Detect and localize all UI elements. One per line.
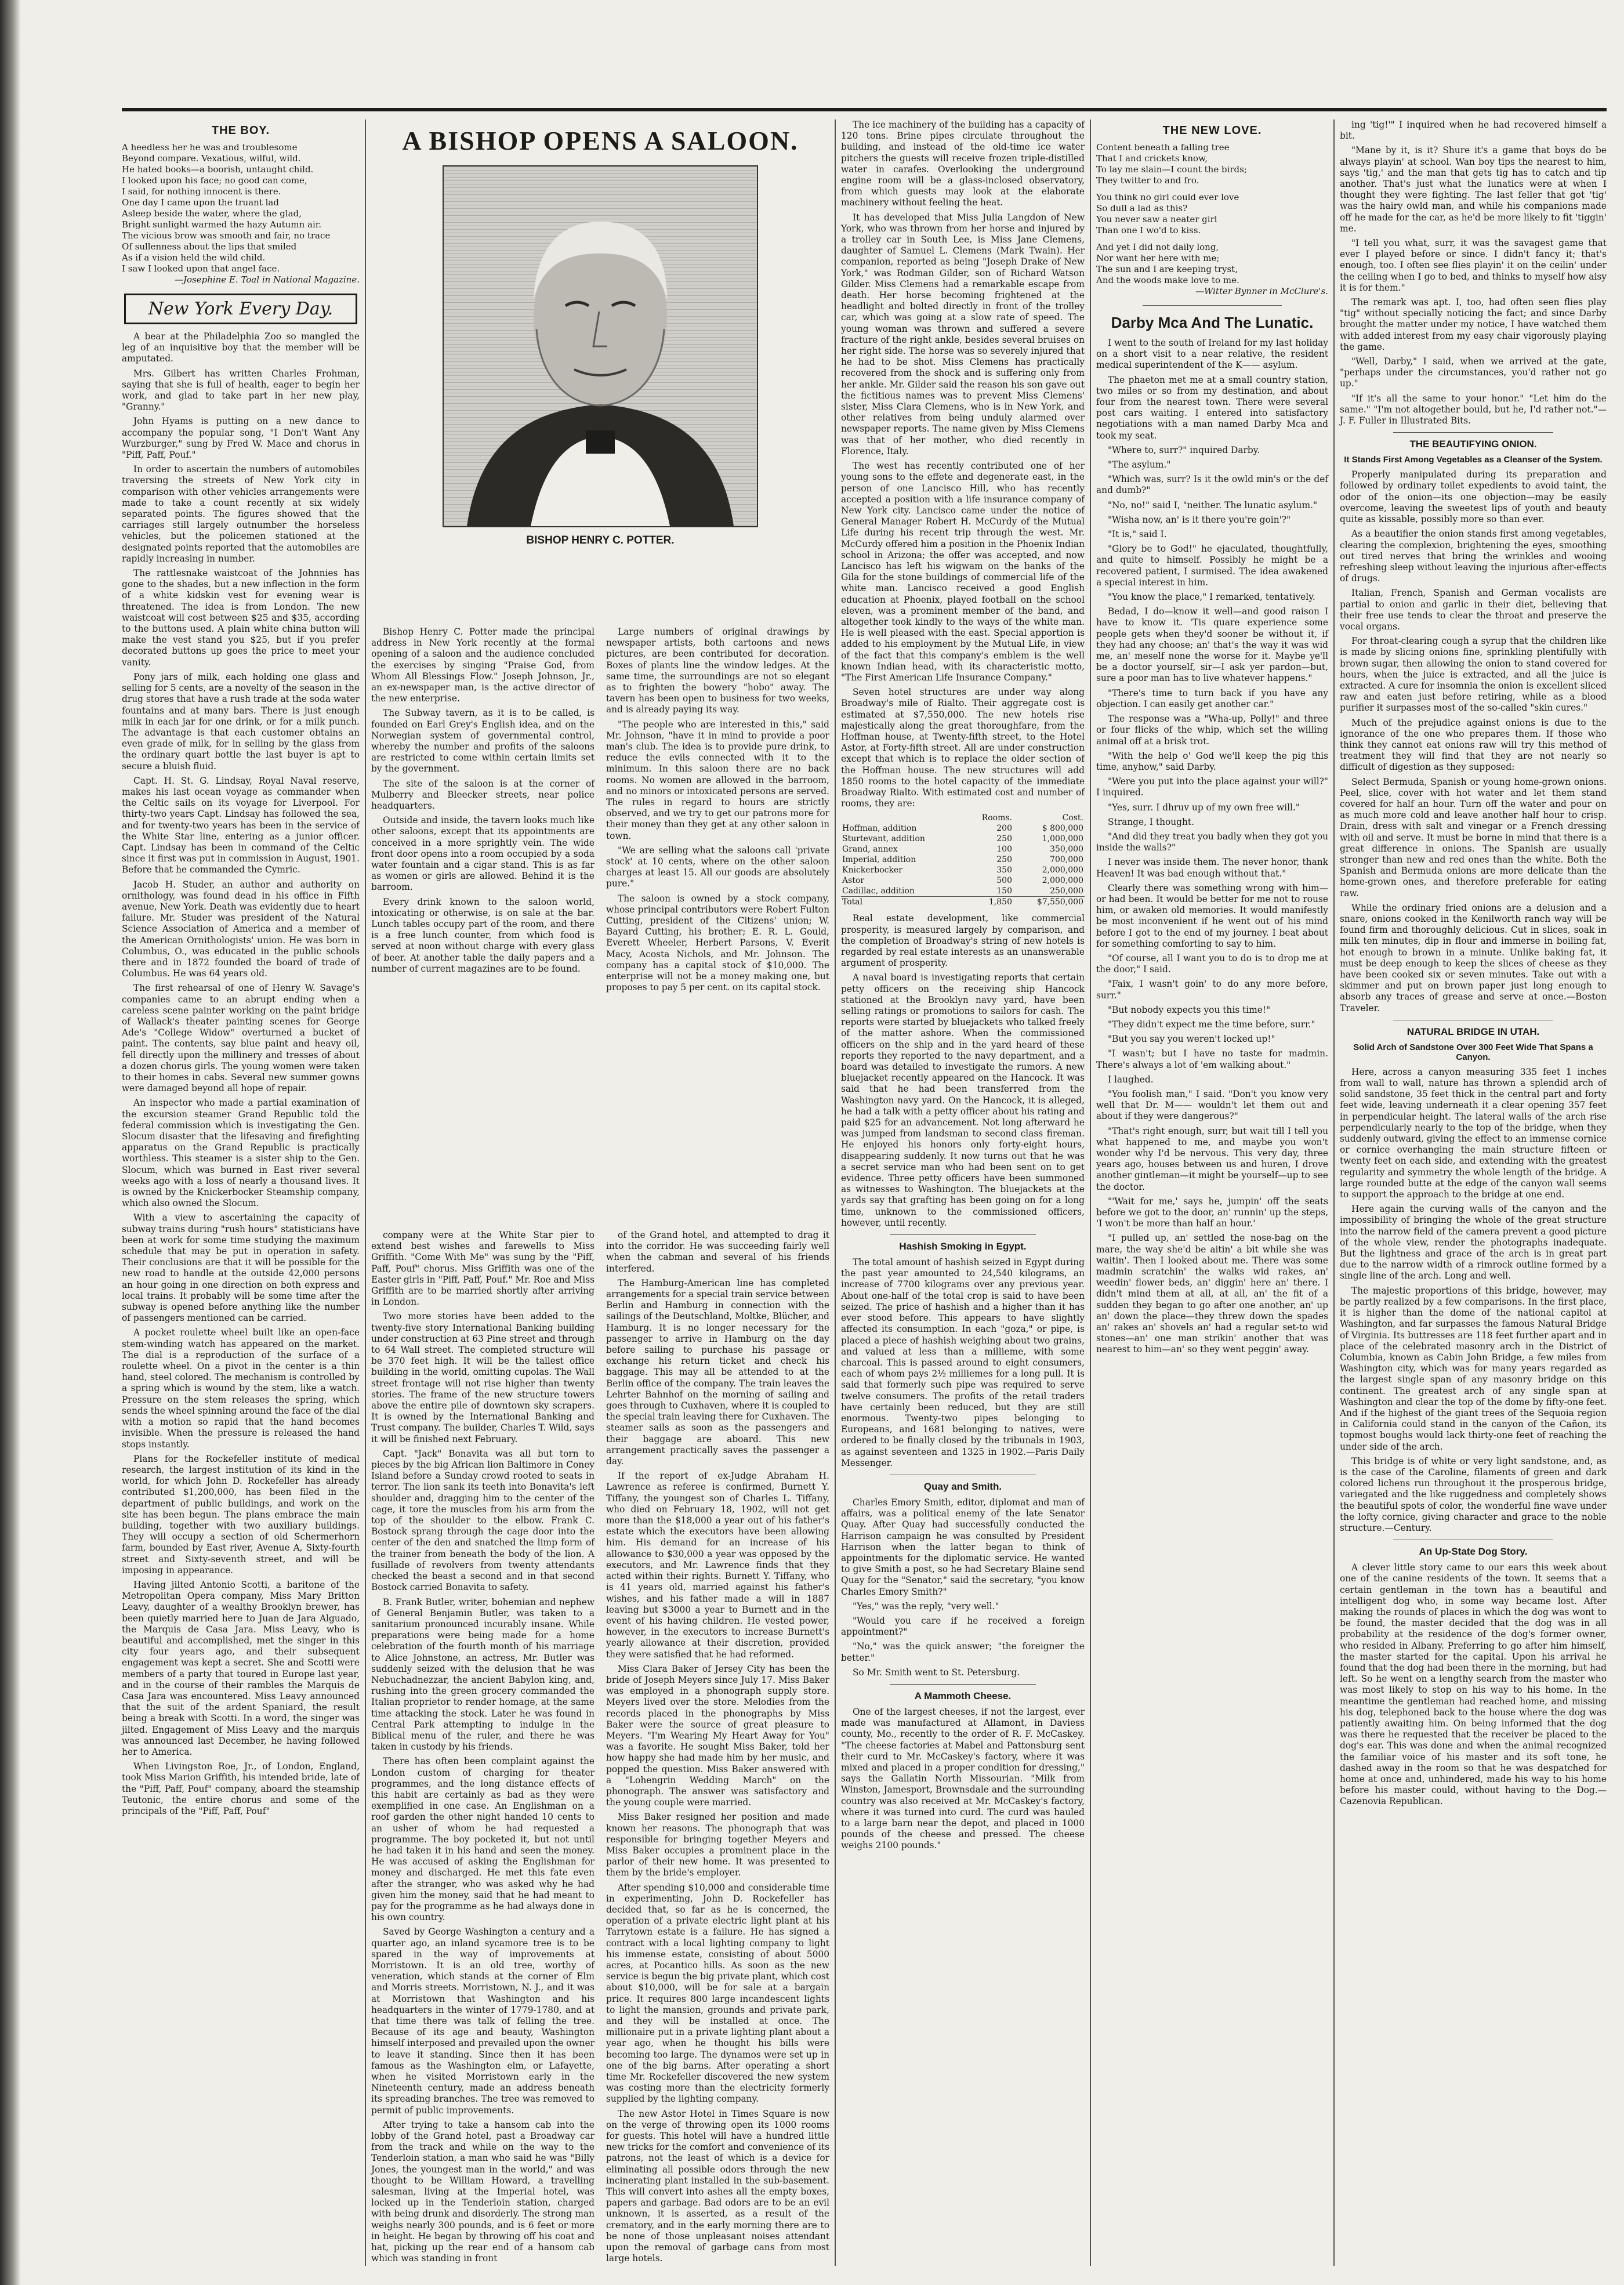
news-item: Two more stories have been added to the twenty-five story International Banking building under construction at 63 Pine street and through to 64 Wall street. The completed structure will be 370 feet high. It will be the tallest office building in the world, omitting cupolas. The Wall street frontage will not rise higher than twenty stories. The frame of the new structure towers above the entire pile of downtown sky scrapers. It is owned by the International Banking and Trust company. The builder, Charles T. Wild, says it will be finished next February. xyxy=(371,1311,594,1444)
poem-line: So dull a lad as this? xyxy=(1096,203,1188,213)
news-item: B. Frank Butler, writer, bohemian and nephew of General Benjamin Butler, was taken to a sanitarium pronounced incurably insane. While preparations were being made for a home celebration of the fourth month of his marriage to Alice Johnstone, an actress, Mr. Butler was suddenly seized with the delusion that he was Nebuchadnezzar, the ancient Babylon king, and, rushing into the green grocery commanded the Italian proprietor to render homage, at the same time attacking the stock. Later he was found in Central Park attempting to indulge in the Biblical menu of the ruler, and there he was taken in custody by his friends. xyxy=(371,1596,594,1752)
news-item: Jacob H. Studer, an author and authority on ornithology, was found dead in his office in Fifth avenue, New York. Death was evidently due to heart failure. Mr. Studer was president of the Natural Science Association of America and a member of the American Ornithologists' union. He was born in Columbus, O., was educated in the public schools there and in 1872 founded the board of trade of Columbus. He was 64 years old. xyxy=(122,879,360,979)
article-paragraph: The site of the saloon is at the corner of Mulberry and Bleecker streets, near police headquarters. xyxy=(371,778,594,812)
bridge-subheading: Solid Arch of Sandstone Over 300 Feet Wide That Spans a Canyon. xyxy=(1353,1042,1593,1062)
news-item: The new Astor Hotel in Times Square is now on the verge of throwing open its 1000 rooms for guests. This hotel will have a hundred little new tricks for the comfort and convenience of its patrons, not the least of which is a device for eliminating all possible odors through the new incinerating plant installed in the sub-basement. This will convert into ashes all the empty boxes, papers and garbage. Bad odors are to be an evil unknown, it is asserted, as a result of the crematory, and in the early morning there are to be none of those unpleasant noises attendant upon the removal of garbage cans from most large hotels. xyxy=(606,2108,829,2264)
poem-line: Than one I wo'd to kiss. xyxy=(1096,225,1201,236)
story-paragraph: "I pulled up, an' settled the nose-bag on the mare, the way she'd be aitin' a bit while she was waitin'. Then I looked about me. There was some madmin scratchin' the walks wid rakes, an' weedin' flower beds, an' diggin' here an' there. I didn't mind them at all, at all, an' the fit of a sudden they began to go after one another, an' up an' down the place—they threw down the spades an' rakes an' shovels an' had a regular set-to wid stones—an' one man strikin' another that was nearest to him—an' so they went peggin' away. xyxy=(1096,1233,1328,1355)
hashish-heading: Hashish Smoking in Egypt. xyxy=(899,1241,1027,1252)
article-paragraph: "We are selling what the saloons call 'private stock' at 10 cents, where on the other saloon charges at least 15. All our goods are absolutely pure." xyxy=(606,845,829,889)
column-5 xyxy=(1340,119,1607,1811)
poem-line: The vicious brow was smooth and fair, no trace xyxy=(122,230,331,241)
article-paragraph: Bishop Henry C. Potter made the principal address in New York recently at the formal opening of a saloon and the audience concluded the exercises by singing "Praise God, from Whom All Blessings Flow." Joseph Johnson, Jr., an ex-newspaper man, is the active director of the new enterprise. xyxy=(371,627,594,704)
news-item: If the report of ex-Judge Abraham H. Lawrence as referee is confirmed, Burnett Y. Tiffany, the youngest son of Charles L. Tiffany, who died on February 18, 1902, will not get more than the $18,000 a year out of his father's estate which the executors have been allowing him. His demand for an increase of his allowance to $30,000 a year was opposed by the executors, and Mr. Lawrence finds that they acted within their rights. Burnett Y. Tiffany, who is 41 years old, married against his father's wishes, and his father made a will in 1887 leaving but $3000 a year to Burnett and in the event of his having children. He vested power, however, in the executors to increase Burnett's yearly allowance at their discretion, provided they were satisfied that he had reformed. xyxy=(606,1471,829,1660)
poem-line: One day I came upon the truant lad xyxy=(122,197,279,208)
story-paragraph: "Mane by it, is it? Shure it's a game that boys do be always playin' at school. Wan boy tips the nearest to him, says 'tig,' and the man that gets tig has to catch and tip another. That's just what the lunatics were at when I thought they were fighting. The last feller that got 'tig' was the hairy owld man, and while his companions made off he made for the car, as he'd be more likely to fit 'tiggin' me. xyxy=(1340,145,1607,234)
poem-line: A heedless her he was and troublesome xyxy=(122,142,298,153)
story-paragraph: "Were you put into the place against your will?" I inquired. xyxy=(1096,776,1328,798)
column-1 xyxy=(122,119,360,1820)
news-item: Miss Baker resigned her position and made known her reasons. The phonograph that was responsible for bringing together Meyers and Miss Baker occupies a prominent place in the parlor of their new home. It was presented to them by the bride's employer. xyxy=(606,1812,829,1878)
table-row xyxy=(841,865,1085,875)
poem-line: I looked upon his face; no good can come, xyxy=(122,175,307,186)
table-header-cell: Cost. xyxy=(1062,813,1083,823)
news-item: company were at the White Star pier to extend best wishes and farewells to Miss Griffith. "Come With Me" was sung by the "Piff, Paff, Pouf" chorus. Miss Griffith was one of the Easter girls in "Piff, Paff, Pouf." Mr. Roe and Miss Griffith are to be married shortly after arriving in London. xyxy=(371,1230,594,1308)
poem-line: Beyond compare. Vexatious, wilful, wild. xyxy=(122,153,301,164)
new-love-title: THE NEW LOVE. xyxy=(1162,124,1262,137)
poem-line: Of sullenness about the lips that smiled xyxy=(122,241,297,252)
table-cell: Imperial, addition xyxy=(842,855,916,865)
news-item: "Would you care if he received a foreign appointment?" xyxy=(841,1615,1085,1638)
story-paragraph: "I wasn't; but I have no taste for madmin. There's always a lot of 'em walking about." xyxy=(1096,1048,1328,1070)
poem-line: And yet I did not daily long, xyxy=(1096,242,1219,252)
story-paragraph: "But nobody expects you this time!" xyxy=(1108,1004,1271,1015)
table-row xyxy=(841,823,1085,834)
news-item: A bear at the Philadelphia Zoo so mangled the leg of an inquisitive boy that the member will be amputated. xyxy=(122,331,360,364)
story-paragraph: "Where to, surr?" inquired Darby. xyxy=(1108,444,1260,455)
stanza-break xyxy=(1096,236,1328,242)
table-cell: Cadillac, addition xyxy=(842,886,915,896)
portrait-caption: BISHOP HENRY C. POTTER. xyxy=(526,534,675,546)
darby-heading: Darby Mca And The Lunatic. xyxy=(1111,314,1314,331)
article-paragraph: Italian, French, Spanish and German vocalists are partial to onion and garlic in their diet, believing that their free use tends to clear the throat and preserve the vocal organs. xyxy=(1340,588,1607,632)
table-cell: 250,000 xyxy=(1050,886,1083,896)
story-paragraph: Strange, I thought. xyxy=(1108,816,1195,827)
news-item: One of the largest cheeses, if not the largest, ever made was manufactured at Allamont, in Daviess county, Mo., recently to the order of R. F. McCaskey. "The cheese factories at Mabel and Pattonsburg sent their curd to Mr. McCaskey's factory, where it was mixed and placed in a proper condition for dressing," says the Gallatin North Missourian. "Milk from Winston, Jamesport, Brownsdale and the surrounding country was also received at Mr. McCaskey's factory, where it was turned into curd. The curd was hauled to a large barn near the depot, and placed in 1000 pounds of the cheese and pressed. The cheese weighs 2100 pounds." xyxy=(841,1706,1085,1851)
story-paragraph: The phaeton met me at a small country station, two miles or so from my destination, and about four from the nearest town. There were several post cars waiting. I entered into satisfactory negotiations with a man named Darby Mca and took my seat. xyxy=(1096,374,1328,441)
poem-line: You never saw a neater girl xyxy=(1096,214,1217,224)
story-paragraph: Clearly there was something wrong with him—or had been. It would be better for me not to rouse him, or awaken old memories. It would manifestly be most inconvenient if he went out of his mind before I got to the end of my journey. I beat about for something comforting to say to him. xyxy=(1096,882,1328,949)
table-cell: $7,550,000 xyxy=(1036,897,1083,907)
binding-shadow xyxy=(0,0,21,2285)
story-paragraph: "You foolish man," I said. "Don't you know very well that Dr. M—— wouldn't let them out and about if they were dangerous?" xyxy=(1096,1088,1328,1122)
news-item: Charles Emory Smith, editor, diplomat and man of affairs, was a political enemy of the late Senator Quay. After Quay had successfully conducted the Harrison campaign he was consulted by President Harrison when the latter began to think of appointments for the diplomatic service. He wanted to give Smith a post, so he had Secretary Blaine send Quay for the "Senator," said the secretary, "you know Charles Emory Smith?" xyxy=(841,1497,1085,1597)
news-item: Pony jars of milk, each holding one glass and selling for 5 cents, are a novelty of the season in the drug stores that have a rush trade at the soda water fountains and at many bars. There is just enough milk in each jar for one drink, or for a milk punch. The advantage is that each customer obtains an even grade of milk, for in selling by the glass from the ordinary quart bottle the last buyer is apt to secure a bluish fluid. xyxy=(122,671,360,772)
hotel-table xyxy=(841,813,1085,907)
story-paragraph: "'Wait for me,' says he, jumpin' off the seats before we got to the door, an' runnin' up the steps, 'I won't be more than half an hour.' xyxy=(1096,1196,1328,1229)
news-item: The west has recently contributed one of her young sons to the effete and degenerate east, in the person of one Lancisco Hill, who has recently accepted a position with a life insurance company of New York city. Lancisco came under the notice of General Manager Robert H. McCurdy of the Mutual Life during his recent trip through the west. Mr. McCurdy offered him a position in the Phoenix Indian school in Arizona; the offer was accepted, and now Lancisco has left his wigwam on the banks of the Gila for the stone buildings of commercial life of the white man. Lancisco received a good English education at Phoenix, played football on the school eleven, was a prominent member of the band, and altogether took kindly to the ways of the white man. He is well pleased with the east. Special apportion is added to his employment by the Mutual Life, in view of the fact that this company's emblem is the well known Indian head, with its characteristic motto, "The First American Life Insurance Company." xyxy=(841,461,1085,683)
story-paragraph: "No, no!" said I, "neither. The lunatic asylum." xyxy=(1108,499,1318,510)
news-item: "Yes," was the reply, "very well." xyxy=(853,1600,999,1612)
table-row xyxy=(841,844,1085,854)
table-cell: 250 xyxy=(996,855,1012,865)
story-paragraph: "Glory be to God!" he ejaculated, thoughtfully, and quite to himself. Possibly he might be a recovered patient, I surmised. The idea awakened a special interest in him. xyxy=(1096,544,1328,588)
story-paragraph: "Of course, all I want you to do is to drop me at the door," I said. xyxy=(1096,953,1328,975)
divider xyxy=(1143,305,1282,306)
story-paragraph: The remark was apt. I, too, had often seen flies play "tig" without specially noticing the fact; and since Darby brought the matter under my notice, I have watched them with added interest from my easy chair vigorously playing the game. xyxy=(1340,297,1607,352)
news-item: John Hyams is putting on a new dance to accompany the popular song, "I Don't Want Any Wurzburger," sung by Fred W. Mace and chorus in "Piff, Paff, Pouf." xyxy=(122,416,360,461)
news-item: Capt. "Jack" Bonavita was all but torn to pieces by the big African lion Baltimore in Coney Island before a Sunday crowd rooted to seats in terror. The lion sank its teeth into Bonavita's left shoulder and, dragging him to the center of the cage, it tore the muscles from his arm from the top of the shoulder to the elbow. Frank C. Bostock sprang through the cage door into the center of the den and snatched the limp form of the trainer from beneath the body of the lion. A fusillade of revolvers from twenty attendants checked the beast a second and in that second Bostock carried Bonavita to safety. xyxy=(371,1448,594,1593)
table-cell: 2,000,000 xyxy=(1042,876,1083,886)
poem-line: I saw I looked upon that angel face. xyxy=(122,263,280,274)
article-paragraph: While the ordinary fried onions are a delusion and a snare, onions cooked in the Kenilworth ranch way will be found firm and thoroughly delicious. Cut in slices, soak in milk ten minutes, dip in flour and immerse in boiling fat, hot enough to brown in a minute. Unlike baking fat, it must be deep enough to keep the slices of cheese as they have been cooked six or seven minutes. Take out with a skimmer and put on brown paper just long enough to absorb any traces of grease and serve at once.—Boston Traveler. xyxy=(1340,902,1607,1013)
news-item: When Livingston Roe, Jr., of London, England, took Miss Marion Griffith, his intended bride, late of the "Piff, Paff, Pouf" company, aboard the steamship Teutonic, the entire chorus and some of the principals of the "Piff, Paff, Pouf" xyxy=(122,1761,360,1816)
news-item: An inspector who made a partial examination of the excursion steamer Grand Republic told the federal commission which is investigating the Gen. Slocum disaster that the lifesaving and firefighting apparatus on the Grand Republic is practically worthless. This steamer is a sister ship to the Gen. Slocum, which was burned in East river several weeks ago with a loss of nearly a thousand lives. It is owned by the Knickerbocker Steamship company, which also owned the Slocum. xyxy=(122,1098,360,1209)
news-item: With a view to ascertaining the capacity of subway trains during "rush hours" statisticians have been at work for some time studying the maximum schedule that may be put in operation in safety. Their conclusions are that it will be possible for the new road to handle at the outside 42,000 persons an hour going in one direction on both express and local trains. It probably will be some time after the subway is opened before anything like the number of passengers mentioned can be carried. xyxy=(122,1212,360,1324)
bishop-portrait xyxy=(443,165,758,527)
table-cell: Sturtevant, addition xyxy=(842,834,925,844)
story-paragraph: I laughed. xyxy=(1108,1074,1154,1085)
poem-line: The sun and I are keeping tryst, xyxy=(1096,264,1238,274)
divider xyxy=(890,1684,1036,1685)
poem-line: Asleep beside the water, where the glad, xyxy=(122,208,302,219)
table-cell: 2,000,000 xyxy=(1042,866,1083,875)
poem-line: That I and crickets know, xyxy=(1096,153,1208,164)
story-paragraph: I never was inside them. The never honor, thank Heaven! It was bad enough without that." xyxy=(1096,857,1328,879)
column-rule xyxy=(365,119,366,2266)
stanza-break xyxy=(1096,186,1328,192)
story-paragraph: "They didn't expect me the time before, surr." xyxy=(1108,1019,1315,1030)
poem-line: Nor want her here with me; xyxy=(1096,253,1220,263)
dog-story-heading: An Up-State Dog Story. xyxy=(1419,1546,1528,1558)
story-paragraph: "If it's all the same to your honor." "Let him do the same." "I'm not altogether bould, but he, I'd rather not."—J. F. Fuller in Illustrated Bits. xyxy=(1340,393,1607,426)
article-paragraph: As a beautifier the onion stands first among vegetables, clearing the complexion, brightening the eyes, smoothing out tired nerves that bring the wrinkles and wooing refreshing sleep without leaving the injurious after-effects of drugs. xyxy=(1340,528,1607,584)
news-item: Mrs. Gilbert has written Charles Frohman, saying that she is full of health, eager to begin her work, and glad to take part in her new play, "Granny." xyxy=(122,368,360,412)
news-item: Saved by George Washington a century and a quarter ago, an inland sycamore tree is to be spared in the way of improvements at Morristown. It is an old tree, worthy of veneration, which stands at the corner of Elm and Morris streets. Morristown, N. J., and it was at Morristown that Washington and his headquarters in the winter of 1779-1780, and at that time there was talk of felling the tree. Because of its age and beauty, Washington himself interposed and prevailed upon the owner to leave it standing. Since then it has been famous as the Washington elm, or Lafayette, when he visited Morristown early in the Nineteenth century, made an address beneath its spreading branches. The tree was removed to permit of public improvements. xyxy=(371,1927,594,2116)
story-paragraph: "Yes, surr. I dhruv up of my own free will." xyxy=(1108,802,1300,813)
table-cell: 100 xyxy=(996,845,1012,854)
story-paragraph: "That's right enough, surr, but wait till I tell you what happened to me, and maybe you won't wonder why I'd be nervous. This very day, three years ago, houses between us and huren, I drove another gintleman—it might be yourself—up to see the doctor. xyxy=(1096,1125,1328,1192)
story-paragraph: "You know the place," I remarked, tentatively. xyxy=(1108,592,1315,603)
article-paragraph: This bridge is of white or very light sandstone, and, as is the case of the Caroline, filaments of green and dark colored lichens run throughout it the prosperous bridge, variegated and the like ruggedness and completely shows the beautiful spots of color, the wonderful fine wave under the lofty cornice, giving character and grace to the noble structure.—Century. xyxy=(1340,1455,1607,1533)
poem-credit: —Josephine E. Toal in National Magazine. xyxy=(174,274,360,285)
news-item: of the Grand hotel, and attempted to drag it into the corridor. He was succeeding fairly well when the cabman and several of his friends interfered. xyxy=(606,1230,829,1274)
column-rule xyxy=(1333,119,1335,2266)
poem-line: And the woods make love to me. xyxy=(1096,275,1239,285)
poem-line: As if a vision held the wild child. xyxy=(122,252,266,263)
news-item: The first rehearsal of one of Henry W. Savage's companies came to an abrupt ending when a careless scene painter working on the paint bridge of Wallack's theater painting scenes for George Ade's "College Widow" overturned a bucket of paint. The contents, say blue paint and heavy oil, fell directly upon the millinery and tresses of about a dozen chorus girls. The young women were taken to their homes in cabs. Several new summer gowns were damaged beyond all hope of repair. xyxy=(122,983,360,1094)
table-cell: 250 xyxy=(996,834,1012,844)
bishop-article xyxy=(371,627,829,997)
table-total-row xyxy=(841,897,1085,908)
story-paragraph: "But you say you weren't locked up!" xyxy=(1108,1034,1275,1045)
story-paragraph: "There's time to turn back if you have any objection. I can easily get another car." xyxy=(1096,687,1328,709)
table-header-cell xyxy=(841,813,966,823)
poem-line: I said, for nothing innocent is there. xyxy=(122,186,281,197)
table-row xyxy=(841,875,1085,886)
top-rule xyxy=(122,108,1607,111)
bishop-article-left xyxy=(371,627,594,997)
table-cell: 1,000,000 xyxy=(1042,834,1083,844)
story-paragraph: "With the help o' God we'll keep the pig this time, anyhow," said Darby. xyxy=(1096,750,1328,772)
article-paragraph: Large numbers of original drawings by newspaper artists, both cartoons and news pictures, are been contributed for decoration. Boxes of plants line the window ledges. At the same time, the surroundings are not so elegant as to frighten the bowery "hobo" away. The tavern has been open to business for two weeks, and is already paying its way. xyxy=(606,627,829,715)
story-paragraph: "Wisha now, an' is it there you're goin'?" xyxy=(1108,514,1291,525)
table-cell: 150 xyxy=(996,886,1012,896)
table-header-cell: Rooms. xyxy=(981,813,1012,823)
news-item: It has developed that Miss Julia Langdon of New York, who was thrown from her horse and injured by a trolley car in South Lee, is Miss Jane Clemens, daughter of Samuel L. Clemens (Mark Twain). Her companion, reported as being "Joseph Drake of New York," was Rodman Gilder, son of Richard Watson Gilder. Miss Clemens had a remarkable escape from death. Her horse becoming frightened at the headlight and bolted directly in front of the trolley car, which was going at a slow rate of speed. The young woman was thrown and suffered a severe fracture of the right ankle, besides several bruises on her right side. The horse was so severely injured that he had to be shot. Miss Clemens has practically recovered from the shock and is suffering only from her ankle. Mr. Gilder said the reason his son gave out the fictitious names was to prevent Miss Clemens' sister, Miss Clara Clemens, who is in New York, and other relatives from being unduly alarmed over newspaper reports. The name given by Miss Clemens was that of her mother, who died recently in Florence, Italy. xyxy=(841,212,1085,457)
bishop-article-right xyxy=(606,627,829,997)
table-cell: Total xyxy=(842,897,863,907)
article-paragraph: "The people who are interested in this," said Mr. Johnson, "have it in mind to provide a poor man's club. The idea is to provide pure drink, to reduce the evils connected with it to the minimum. In this saloon there are no back rooms. No women are allowed in the barroom, and no minors or intoxicated persons are served. The rules in regard to hours are strictly observed, and we try to get our patrons more for their money than they get at any other saloon in town. xyxy=(606,719,829,841)
article-paragraph: The majestic proportions of this bridge, however, may be partly realized by a few comparisons. In the first place, it is higher than the dome of the national capitol at Washington, and far surpasses the famous Natural Bridge of Virginia. Its buttresses are 118 feet further apart and in place of the celebrated masonry arch in the District of Columbia, known as Cabin John Bridge, a few miles from Washington city, which was for many years regarded as the largest single span of any masonry bridge on this continent. The greatest arch of any single span at Washington and clear the top of the dome by fifty-one feet. And if the highest of the giant trees of the Sequoia region in California could stand in the canyon of the Cañon, its topmost boughs would lack thirty-one feet of reaching the under side of the arch. xyxy=(1340,1285,1607,1452)
article-paragraph: Outside and inside, the tavern looks much like other saloons, except that its appointments are conceived in a more sprightly vein. The wide front door opens into a room occupied by a soda water fountain and a cigar stand. This is as far as women or girls are allowed. Behind it is the barroom. xyxy=(371,815,594,893)
news-item: Seven hotel structures are under way along Broadway's mile of Rialto. Their aggregate cost is estimated at $7,550,000. The new hotels rise majestically along the great thoroughfare, from the Hoffman house, at Twenty-fifth street, to the Hotel Astor, at Forty-fifth street. All are under construction except that which is to replace the older section of the Hoffman house. The new structures will add 1850 rooms to the hotel capacity of the immediate Broadway Rialto. With estimated cost and number of rooms, they are: xyxy=(841,687,1085,809)
news-item: "No," was the quick answer; "the foreigner the better." xyxy=(841,1641,1085,1663)
cheese-heading: A Mammoth Cheese. xyxy=(914,1690,1012,1701)
news-item: There has often been complaint against the London custom of charging for theater programmes, and the long distance effects of this habit are certainly as bad as they were exemplified in one case. An Englishman on a roof garden the other night handed 10 cents to an usher of whom he had requested a programme. The boy pocketed it, but not until he had taken it in his hand and seen the money. He was accused of asking the Englishman for money and discharged. He met this fate even after the stranger, who was asked why he had given him the money, said that he had meant to pay for the programme as he had always done in his own country. xyxy=(371,1756,594,1923)
poem-credit: —Witter Bynner in McClure's. xyxy=(1195,286,1328,296)
table-cell: 700,000 xyxy=(1050,855,1083,865)
poem-line: He hated books—a boorish, untaught child. xyxy=(122,164,314,175)
news-item: In order to ascertain the numbers of automobiles traversing the streets of New York city in comparison with other vehicles arrangements were made to take a count recently at six widely separated points. The figures showed that the carriages still largely outnumber the horseless vehicles, but the policemen stationed at the designated points reported that the automobiles are rapidly increasing in number. xyxy=(122,464,360,564)
new-love-poem xyxy=(1096,142,1328,297)
quay-heading: Quay and Smith. xyxy=(923,1480,1002,1492)
column-rule xyxy=(1090,119,1091,2266)
table-cell: 350 xyxy=(996,866,1012,875)
article-paragraph: For throat-clearing cough a syrup that the children like is made by slicing onions fine, sprinkling plentifully with brown sugar, then allowing the onion to stand covered for hours, when the juice is extracted, and all the juice is extracted. A cure for insomnia the onion is excellent sliced raw and eaten just before retiring, while as a blood purifier it surpasses most of the so-called "skin cures." xyxy=(1340,636,1607,714)
article-paragraph: The Subway tavern, as it is to be called, is founded on Earl Grey's English idea, and on the Norwegian system of governmental control, whereby the number and profits of the saloons are restricted to come within certain limits set by the government. xyxy=(371,708,594,774)
table-cell: Astor xyxy=(842,876,865,886)
table-row xyxy=(841,854,1085,865)
news-item: After spending $10,000 and considerable time in experimenting, John D. Rockefeller has decided that, so far as he is concerned, the operation of a private electric light plant at his Tarrytown estate is a failure. He has signed a contract with a local lighting company to light his immense estate, consisting of about 5000 acres, at Pocantico hills. As soon as the new service is begun the big private plant, which cost about $10,000, will be for sale at a bargain price. It requires 800 large incandescent lights to light the mansion, grounds and private park, and they will be installed at once. The millionaire put in a private lighting plant about a year ago, when he thought his bills were becoming too large. The dynamos were set up in one of the big barns. After operating a short time Mr. Rockefeller discovered the new system was costing more than the electricity formerly supplied by the lighting company. xyxy=(606,1882,829,2105)
poem-line: Content beneath a falling tree xyxy=(1096,142,1230,153)
article-paragraph: Here again the curving walls of the canyon and the impossibility of bringing the whole of the great structure into the narrow field of the camera prevent a good picture of the whole view, render the photographs inadequate. But the lightness and grace of the arch is in great part due to the narrow width of a rimrock outline formed by a single line of the arch. Long and well. xyxy=(1340,1204,1607,1281)
story-paragraph: "It is," said I. xyxy=(1108,529,1167,540)
boy-poem-title: THE BOY. xyxy=(211,124,270,137)
bridge-heading: NATURAL BRIDGE IN UTAH. xyxy=(1406,1026,1540,1037)
news-item: After trying to take a hansom cab into the lobby of the Grand hotel, past a Broadway car from the track and while on the way to the Tenderloin station, a man who said he was "Billy Jones, the youngest man in the world," and was thought to be William Howard, a travelling salesman, living at the Imperial hotel, was locked up in the Tenderloin station, charged with being drunk and disorderly. The strong man weighs nearly 300 pounds, and is 6 feet or more in height. He began by throwing off his coat and hat, picking up the rear end of a hansom cab which was standing in front xyxy=(371,2119,594,2264)
poem-line: You think no girl could ever love xyxy=(1096,192,1239,202)
divider xyxy=(1393,432,1553,433)
table-cell: 500 xyxy=(996,876,1012,886)
article-paragraph: A clever little story came to our ears this week about one of the canine residents of the town. It seems that a certain gentleman in the town has a beautiful and intelligent dog who, in some way became lost. After making the rounds of places in which the dog was wont to be found, the master decided that the dog was in all probability at the residence of the dog's former owner, who resided in Albany. Preferring to go after him himself, the master started for the capital. Upon his arrival he found that the dog had been there in the morning, but had left. So he went on a lengthy search from the master who was most likely to stop on his way to his home. In the meantime the gentleman had reached home, and missing his dog, telephoned back to the house where the dog was patiently awaiting him. On being informed that the dog was there he requested that the receiver be placed to the dog's ear. This was done and when the animal recognized the familiar voice of his master and its soft tone, he dashed away in the room so that he was despatched for home at once and, unhindered, made his way to his home before his master could, without having to the Dog.—Cazenovia Republican. xyxy=(1340,1562,1607,1807)
column-4 xyxy=(1096,119,1328,1359)
news-item: A pocket roulette wheel built like an open-face stem-winding watch has appeared on the market. The dial is a reproduction of the surface of a roulette wheel. On a pivot in the center is a thin hand, steel colored. The mechanism is controlled by a spring which is wound by the stem, like a watch. Pressure on the stem releases the spring, which sends the wheel spinning around the face of the dial with a motion so rapid that the hand becomes invisible. When the pressure is released the hand stops instantly. xyxy=(122,1327,360,1450)
news-item: So Mr. Smith went to St. Petersburg. xyxy=(853,1667,1020,1678)
boy-poem xyxy=(122,142,360,285)
portrait-engraving xyxy=(444,166,757,526)
poem-line: They twitter to and fro. xyxy=(1096,175,1199,186)
table-cell: Grand, annex xyxy=(842,845,898,854)
news-item: Miss Clara Baker of Jersey City has been the bride of Joseph Meyers since July 17. Miss Baker was employed in a phonograph supply store. Meyers lived over the store. Melodies from the records placed in the phonographs by Miss Baker were the source of great pleasure to Meyers. "I'm Wearing My Heart Away for You" was a favorite. He sought Miss Baker, told her how happy she had made him by her music, and popped the question. Miss Baker answered with a "Lohengrin Wedding March" on the phonograph. The answer was satisfactory and the young couple were married. xyxy=(606,1663,829,1808)
article-paragraph: Properly manipulated during its preparation and followed by ordinary toilet expedients to avoid taint, the odor of the onion—its one objection—may be easily overcome, leaving the sweetest lips of youth and beauty quite as kissable, possibly more so than ever. xyxy=(1340,469,1607,525)
news-item: Plans for the Rockefeller institute of medical research, the largest institution of its kind in the world, for which John D. Rockefeller has already contributed $1,200,000, has been filed in the department of public buildings, and work on the site has been begun. The plans embrace the main building, together with two auxiliary buildings. They will occupy a section of old Schermerhorn farm, bounded by East river, Avenue A, Sixty-fourth street and Sixty-seventh street, and will be imposing in appearance. xyxy=(122,1453,360,1576)
news-item: A naval board is investigating reports that certain petty officers on the receiving ship Hancock stationed at the Brooklyn navy yard, have been selling ratings or promotions to sailors for cash. The reports were started by bluejackets who talked freely of the matter ashore. When the commissioned officers on the ship and in the yard heard of these reports they reported to the navy department, and a board was detailed to investigate the rumors. A new bluejacket recently appeared on the Hancock. It was said that he had been transferred from the Washington navy yard. On the Hancock, it is alleged, he had a talk with a petty officer about his rating and paid $25 for an advancement. Not long afterward he was jumped from landsman to second class fireman. He enjoyed his honors only forty-eight hours, disappearing suddenly. It now turns out that he was a secret service man who had been sent on to get evidence. Three petty officers have been summoned as witnesses to Washington. The bluejackets at the yards say that grafting has been going on for a long time, unknown to the commissioned officers, however, until recently. xyxy=(841,972,1085,1228)
news-item: The rattlesnake waistcoat of the Johnnies has gone to the shades, but a new inflection in the form of a white kidskin vest for evening wear is threatened. The idea is from London. The new waistcoat will cost between $25 and $35, according to the buttons used. A plain white china button will make the vest stand you $25, but if you prefer decorated buttons up goes the price to meet your vanity. xyxy=(122,568,360,668)
bishop-headline: A BISHOP OPENS A SALOON. xyxy=(402,126,799,155)
article-paragraph: Much of the prejudice against onions is due to the ignorance of the one who prepares them. If those who think they cannot eat onions raw will try this method of treatment they will find that they are not nearly so difficult of digestion as they supposed: xyxy=(1340,717,1607,773)
story-paragraph: The response was a "Wha-up, Polly!" and three or four flicks of the whip, which set the willing animal off at a brisk trot. xyxy=(1096,714,1328,747)
new-york-every-day-heading: New York Every Day. xyxy=(124,294,357,324)
table-cell: 1,850 xyxy=(988,897,1012,907)
story-paragraph: "And did they treat you badly when they got you inside the walls?" xyxy=(1096,831,1328,853)
column-2 xyxy=(371,119,829,561)
column-rule xyxy=(835,119,836,2266)
column-3 xyxy=(841,119,1085,1855)
table-row xyxy=(841,886,1085,897)
article-paragraph: Select Bermuda, Spanish or young home-grown onions. Peel, slice, cover with hot water and let them stand covered for half an hour. Turn off the water and pour on as much more cold and leave another half hour to crisp. Drain, dress with salt and vinegar or a French dressing with oil and serve. It must be borne in mind that there is a great difference in onions. The Spanish are usually stronger than new and red ones than the white. Both the Spanish and Bermuda onions are more delicate than the home-grown ones, and therefore preferable for eating raw. xyxy=(1340,776,1607,899)
table-cell: $ 800,000 xyxy=(1042,824,1083,834)
news-item: The Hamburg-American line has completed arrangements for a special train service between Berlin and Hamburg in connection with the sailings of the Deutschland, Moltke, Blücher, and Hamburg. It is no longer necessary for the passenger to arrive in Hamburg on the day before sailing to purchase his passage or exchange his return ticket and check his baggage. This may all be attended to at the Berlin office of the company. The train leaves the Lehrter Bahnhof on the morning of sailing and goes through to Cuxhaven, where it is coupled to the special train leaving there for Cuxhaven. The steamer sails as soon as the passengers and their baggage are aboard. This new arrangement practically saves the passenger a day. xyxy=(606,1277,829,1467)
story-paragraph: ing 'tig!'" I inquired when he had recovered himself a bit. xyxy=(1340,119,1607,142)
news-item: The total amount of hashish seized in Egypt during the past year amounted to 24,540 kilograms, an increase of 7700 kilograms over any previous year. About one-half of the total crop is said to have been seized. The price of hashish and a higher than it has ever stood before. This appears to have slightly affected its consumption. In each "goza," or pipe, is placed a piece of hashish weighing about two grains, and valued at less than a millieme, with some charcoal. This is passed around to eight consumers, each of whom pays 2½ milliemes for a long pull. It is said that formerly such pipe was required to serve twelve consumers. The profits of the retail traders have certainly been reduced, but they are still enormous. Twenty-two pipes belonging to Europeans, and 1681 belonging to natives, were ordered to be finally closed by the tribunals in 1903, as against seventeen and 1325 in 1902.—Paris Daily Messenger. xyxy=(841,1257,1085,1468)
table-cell: Knickerbocker xyxy=(842,866,902,875)
onion-heading: THE BEAUTIFYING ONION. xyxy=(1409,439,1537,450)
story-paragraph: "Which was, surr? Is it the owld min's or the def and dumb?" xyxy=(1096,474,1328,496)
story-paragraph: "Faix, I wasn't goin' to do any more before, surr." xyxy=(1096,979,1328,1001)
table-cell: 200 xyxy=(996,824,1012,834)
article-paragraph: Every drink known to the saloon world, intoxicating or otherwise, is on sale at the bar. Lunch tables occupy part of the room, and there is a free lunch counter, from which food is served at noon without charge with every glass of beer. At another table the daily papers and a number of current magazines are to be found. xyxy=(371,896,594,974)
poem-line: Bright sunlight warmed the hazy Autumn air. xyxy=(122,219,322,230)
poem-line: To lay me slain—I count the birds; xyxy=(1096,164,1247,175)
news-item: The ice machinery of the building has a capacity of 120 tons. Brine pipes circulate throughout the building, and instead of the old-time ice water pitchers the guests will receive frozen triple-distilled water in carafes. Overlooking the underground engine room will be a glass-inclosed observatory, from which guests may look at the elaborate machinery without feeling the heat. xyxy=(841,119,1085,208)
story-paragraph: Bedad, I do—know it well—and good raison I have to know it. 'Tis quare experience some people gets when they'd sooner be without it, if they had any choose; an' that's the way it was wid me, an' meself none the worse for it. Maybe ye'll be a doctor yourself, sir—I ask yer pardon—but, sure a poor man has to live whatever happens." xyxy=(1096,606,1328,684)
onion-subheading: It Stands First Among Vegetables as a Cleanser of the System. xyxy=(1344,455,1603,465)
story-paragraph: I went to the south of Ireland for my last holiday on a short visit to a near relative, the resident medical superintendent of the K—— asylum. xyxy=(1096,338,1328,371)
story-paragraph: "Well, Darby," I said, when we arrived at the gate, "perhaps under the circumstances, you'd rather not go up." xyxy=(1340,356,1607,389)
table-cell: 350,000 xyxy=(1050,845,1083,854)
article-paragraph: Here, across a canyon measuring 335 feet 1 inches from wall to wall, nature has thrown a splendid arch of solid sandstone, 35 feet thick in the central part and forty feet wide, leaving underneath it a clear opening 357 feet in perpendicular height. The lateral walls of the arch rise perpendicularly nearly to the top of the bridge, when they suddenly outward, giving the effect to an immense cornice or cornice overhanging the main structure fifteen or twenty feet on each side, and extending with the greatest regularity and symmetry the whole length of the bridge. A large rounded butte at the edge of the canyon wall seems to support the approach to the bridge at one end. xyxy=(1340,1066,1607,1200)
news-item: Having jilted Antonio Scotti, a baritone of the Metropolitan Opera company, Miss Mary Britton Leavy, daughter of a wealthy Brooklyn brewer, has been quietly married here to Juan de Jara Alguado, the Marquis de Casa Jara. Miss Leavy, who is beautiful and accomplished, met the singer in this city four years ago, and their subsequent engagement was kept a secret. She and Scotti were members of a party that toured in Europe last year, and in the course of their rambles the Marquis de Casa Jara was encountered. Miss Leavy announced that the suit of the ardent Spaniard, the result being a break with Scotti. In a word, the singer was jilted. Engagement of Miss Leavy and the marquis was announced last December, he having followed her to America. xyxy=(122,1579,360,1757)
news-item: Real estate development, like commercial prosperity, is measured largely by comparison, and the completion of Broadway's string of new hotels is regarded by real estate interests as an unanswerable argument of prosperity. xyxy=(841,913,1085,969)
table-cell: Hoffman, addition xyxy=(842,824,917,834)
column-2-lower-left xyxy=(371,1230,594,2268)
table-row xyxy=(841,834,1085,844)
table-header-row xyxy=(841,813,1085,823)
article-paragraph: The saloon is owned by a stock company, whose principal contributors were Robert Fulton Cutting, president of the Citizens' union; W. Bayard Cutting, his brother; E. R. L. Gould, Everett Wheeler, Herbert Parsons, V. Everit Macy, Acosta Nichols, and Mr. Johnson. The company has a capital stock of $10,000. The enterprise will not be a money making one, but proposes to pay 5 per cent. on its capital stock. xyxy=(606,893,829,993)
story-paragraph: "I tell you what, surr, it was the savagest game that ever I played before or since. I didn't fancy it; that's enough, too. I often see flies playin' it on the ceilin' under the ceiling when I go to bed, and thinks to myself how aisy it is for them." xyxy=(1340,238,1607,293)
column-2-lower-right xyxy=(606,1230,829,2268)
divider xyxy=(890,1234,1036,1235)
story-paragraph: "The asylum." xyxy=(1108,459,1171,470)
news-item: Capt. H. St. G. Lindsay, Royal Naval reserve, makes his last ocean voyage as commander when the Celtic sails on its voyage for Liverpool. For thirty-two years Capt. Lindsay has followed the sea, and for twenty-two years has been in the service of the White Star line, entering as a junior officer. Capt. Lindsay has been in command of the Celtic since it first was put in commission in August, 1901. Before that he commanded the Cymric. xyxy=(122,775,360,875)
